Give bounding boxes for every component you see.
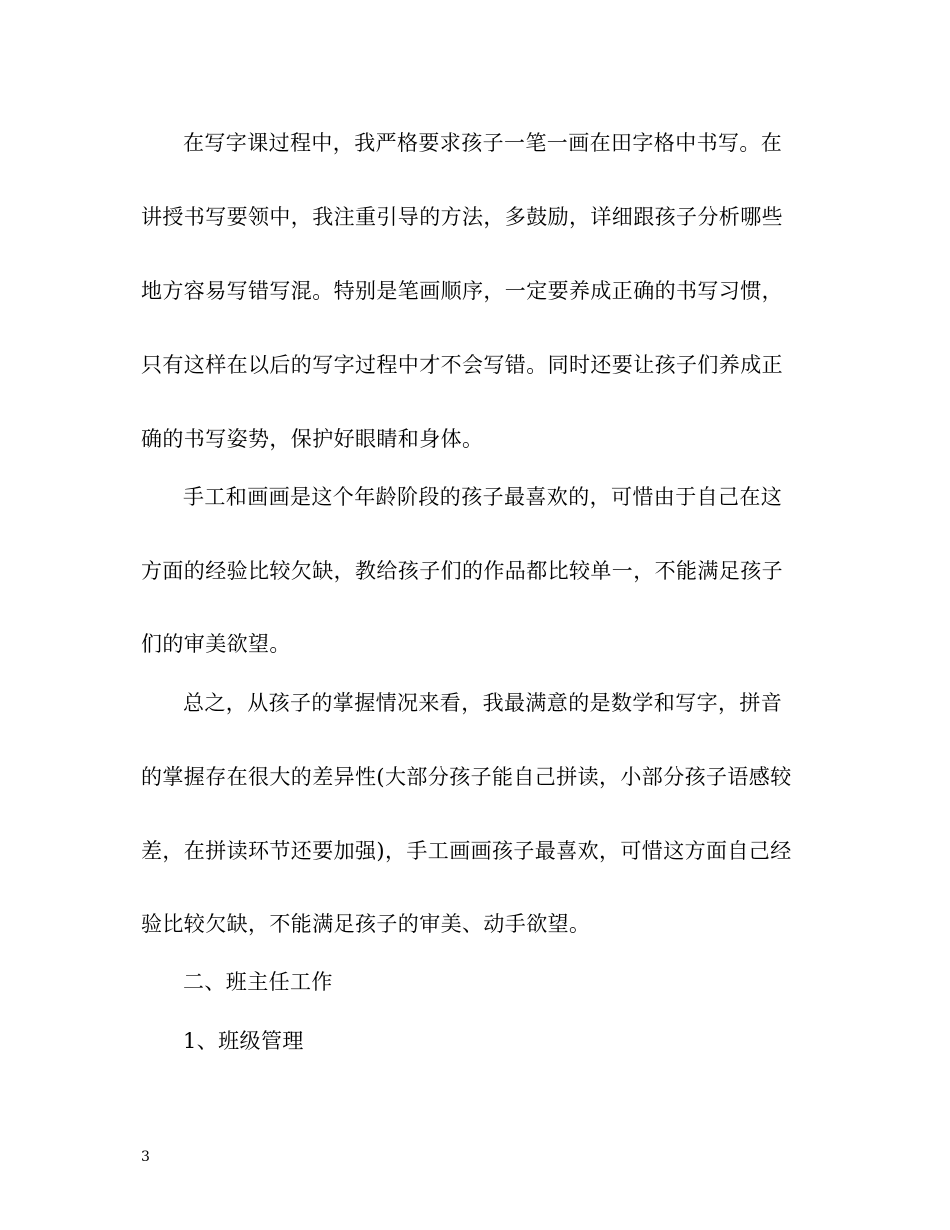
paragraph-2-line-3: 们的审美欲望。 — [141, 632, 291, 656]
paragraph-2-line-2: 方面的经验比较欠缺，教给孩子们的作品都比较单一，不能满足孩子 — [141, 559, 783, 583]
paragraph-3-line-4: 验比较欠缺，不能满足孩子的审美、动手欲望。 — [141, 912, 591, 936]
paragraph-1-line-1: 在写字课过程中，我严格要求孩子一笔一画在田字格中书写。在 — [183, 131, 783, 155]
subsection-heading: 1、班级管理 — [183, 1029, 304, 1053]
paragraph-1-line-3: 地方容易写错写混。特别是笔画顺序，一定要养成正确的书写习惯， — [141, 279, 783, 303]
paragraph-3-line-1: 总之，从孩子的掌握情况来看，我最满意的是数学和写字，拼音 — [183, 691, 783, 715]
section-heading: 二、班主任工作 — [183, 970, 333, 994]
paragraph-1-line-4: 只有这样在以后的写字过程中才不会写错。同时还要让孩子们养成正 — [141, 353, 783, 377]
paragraph-1-line-5: 确的书写姿势，保护好眼睛和身体。 — [141, 427, 484, 451]
page-number: 3 — [141, 1149, 150, 1165]
paragraph-3-line-2: 的掌握存在很大的差异性(大部分孩子能自己拼读，小部分孩子语感较 — [141, 765, 792, 789]
paragraph-3-line-3: 差，在拼读环节还要加强)，手工画画孩子最喜欢，可惜这方面自己经 — [141, 839, 792, 863]
paragraph-1-line-2: 讲授书写要领中，我注重引导的方法，多鼓励，详细跟孩子分析哪些 — [141, 205, 783, 229]
paragraph-2-line-1: 手工和画画是这个年龄阶段的孩子最喜欢的，可惜由于自己在这 — [183, 485, 783, 509]
